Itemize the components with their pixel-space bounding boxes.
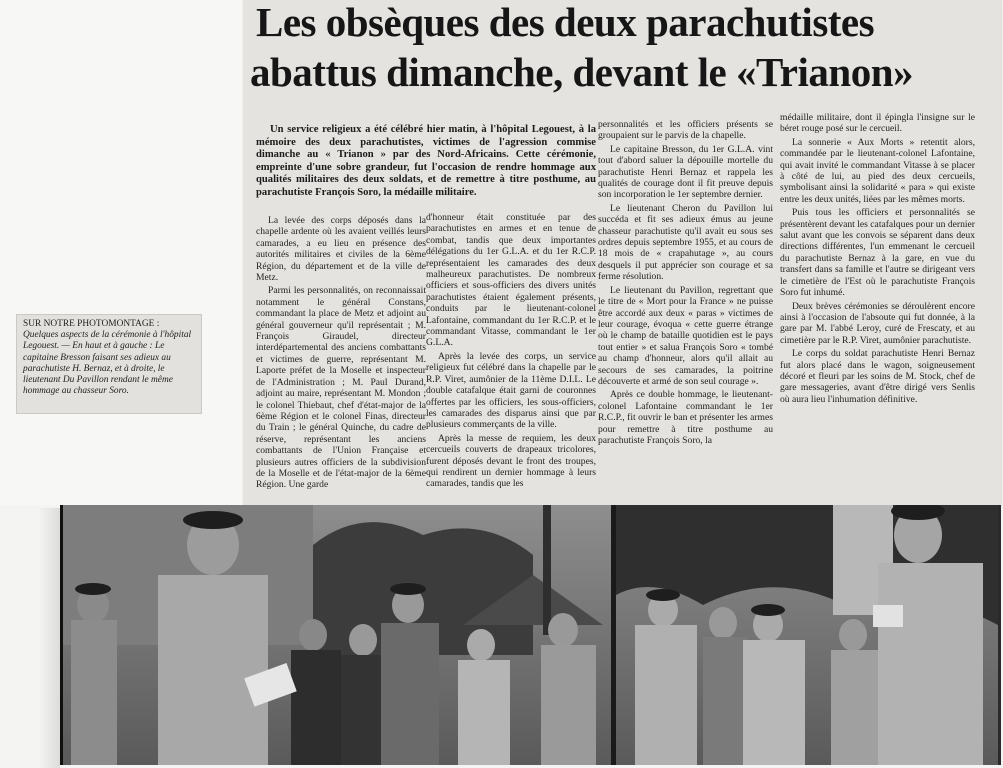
- paragraph: Après ce double hommage, le lieutenant-colonel Lafontaine commandant le 1er R.C.P., fit ouvrir le ban et présenter les armes pour remettre à titre posthume au parachutiste François Soro, la: [598, 389, 773, 446]
- headline-line-1: Les obsèques des deux parachutistes: [256, 0, 875, 45]
- paragraph: Le capitaine Bresson, du 1er G.L.A. vint tout d'abord saluer la dépouille mortelle du parachutiste Henri Bernaz et rappela les qualités de courage dont il fit preuve depuis son incorporation le 1er septembre dernier.: [598, 143, 773, 201]
- paragraph: Le lieutenant Cheron du Pavillon lui succéda et fit ses adieux émus au jeune chasseur parachutiste qu'il avait eu sous ses ordres depuis septembre 1955, et au cours de 18 mois de « crapahutage », au cours desquels il put apprécier son courage et sa ferme résolution.: [598, 202, 773, 283]
- article-column-4: [780, 112, 975, 407]
- article-column-3: [598, 119, 773, 448]
- article-headline: [250, 0, 1000, 96]
- paper-in-hand-right: [873, 605, 903, 627]
- paragraph: La sonnerie « Aux Morts » retentit alors, commandée par le lieutenant-colonel Lafontaine, qui avait invité le commandant Vitasse à se placer à côté de lui, au pied des deux cercueils, symbolisant ainsi la solidarité « para » qui existe entre les deux unités, liées par les mêmes morts.: [780, 136, 975, 205]
- clipping-edge: [40, 508, 60, 768]
- paragraph: Puis tous les officiers et personnalités se présentèrent devant les catafalques pour un dernier salut avant que les convois se séparent dans deux directions différentes, l'un emmenant le cercueil du parachutiste Bernaz à la gare, en vue du transfert dans sa famille et l'autre se dirigeant vers le cimetière de l'Est où le parachutiste François Soro fut inhumé.: [780, 207, 975, 299]
- paragraph: d'honneur était constituée par des parachutistes en armes et en tenue de combat, tandis que deux importantes délégations du 1er G.L.A. et du 1er R.C.P. représentaient les camarades des deux malheureux parachutistes. De nombreux officiers et sous-officiers des divers unités parachutistes étaient également présents, conduits par le lieutenant-colonel Lafontaine, commandant du 1er R.C.P. et le commandant Vitasse, commandant le 1er G.L.A.: [426, 212, 596, 349]
- paragraph: personnalités et les officiers présents se groupaient sur le parvis de la chapelle.: [598, 119, 773, 142]
- caption-title: SUR NOTRE PHOTOMONTAGE :: [23, 319, 160, 329]
- caption-text: Quelques aspects de la cérémonie à l'hôpital Legouest. — En haut et à gauche : Le capitaine Bresson faisant ses adieux au parachutiste H. Bernaz, et à droite, le lieutenant Du Pavillon rendant le même hommage au chasseur Soro.: [23, 330, 192, 397]
- headline-line-2: abattus dimanche, devant le «Trianon»: [250, 49, 914, 95]
- paragraph: Deux brèves cérémonies se déroulèrent encore ainsi à l'occasion de l'absoute qui fut donnée, à la gare par M. l'abbé Leroy, curé de Frescaty, et au cimetière par le R.P. Viret, aumônier parachutiste.: [780, 300, 975, 346]
- article-column-2: [426, 212, 596, 492]
- photo-illustration: [63, 505, 998, 765]
- article-column-1: [256, 215, 426, 493]
- paragraph: Le corps du soldat parachutiste Henri Bernaz fut alors placé dans le wagon, soigneusement décoré et fleuri par les soins de M. Stock, chef de gare messageries, avant d'être dirigé vers Senlis où aura lieu l'inhumation définitive.: [780, 348, 975, 405]
- pole: [543, 505, 551, 635]
- side-paper-sheet: [0, 0, 249, 505]
- ceremony-photomontage: [60, 505, 1001, 765]
- paragraph: Après la levée des corps, un service religieux fut célébré dans la chapelle par le R.P. Viret, aumônier de la 11ème D.I.L. Le double catafalque était garni de couronnes offertes par les officiers, les sous-officiers, les camarades des disparus ainsi que par plusieurs commerçants de la ville.: [426, 350, 596, 431]
- photo-caption: [16, 314, 202, 414]
- paragraph: Parmi les personnalités, on reconnaissait notamment le général Constans, commandant la place de Metz et adjoint au général gouverneur qu'il représentait ; M. François Giraudel, directeur interdépartemental des anciens combattants et victimes de guerre, représentant M. Laporte préfet de la Moselle et inspecteur de l'Administration ; M. Paul Durand, adjoint au maire, représentant M. Mondon ; le colonel Thiebaut, chef d'état-major de la 6ème Région et le colonel Finas, directeur du Train ; le général Quinche, du cadre de réserve, représentant les anciens combattants de l'Union Française et plusieurs autres officiers de la subdivision de la Moselle et de l'état-major de la 6ème Région. Une garde: [256, 285, 426, 491]
- paragraph: médaille militaire, dont il épingla l'insigne sur le béret rouge posé sur le cercueil.: [780, 112, 975, 135]
- paragraph: La levée des corps déposés dans la chapelle ardente où les avaient veillés leurs camarades, a eu lieu en présence des autorités militaires et civiles de la 6ème Région, du département et de la ville de Metz.: [256, 215, 426, 284]
- paragraph: Après la messe de requiem, les deux cercueils couverts de drapeaux tricolores, furent déposés devant le front des troupes, qui rendirent un dernier hommage à leurs camarades, tandis que les: [426, 432, 596, 490]
- paragraph: Le lieutenant du Pavillon, regrettant que le titre de « Mort pour la France » ne puisse être accordé aux deux « paras » victimes de leur courage, évoqua « cette guerre étrange où le champ de bataille quotidien est le pays tout entier » et salua François Soro « tombé au champ d'honneur, alors qu'il allait au secours de ses camarades, la poitrine découverte et armé de son seul courage ».: [598, 284, 773, 387]
- article-lead: Un service religieux a été célébré hier matin, à l'hôpital Legouest, à la mémoire des deux parachutistes, victimes de l'agression commise dimanche au « Trianon » par des Nord-Africains. Cette cérémonie, empreinte d'une sobre grandeur, fut l'occasion de rendre hommage aux qualités militaires des deux soldats, et de remettre à titre posthume, au parachutiste François Soro, la médaille militaire.: [256, 124, 596, 198]
- montage-divider: [611, 505, 616, 765]
